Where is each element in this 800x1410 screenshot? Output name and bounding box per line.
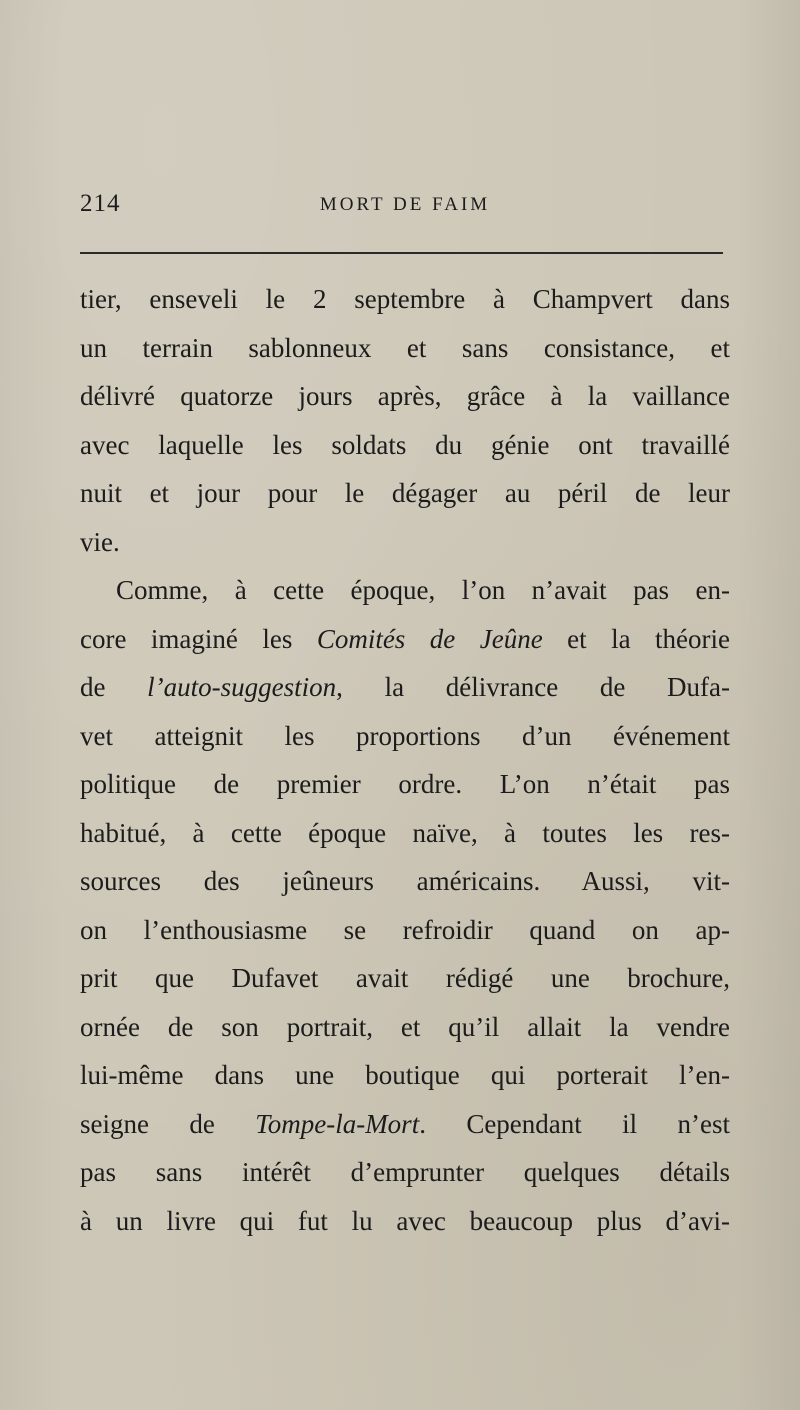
text-line [80,615,730,664]
text-line: lui-même dans une boutique qui porterait l’en- [80,1060,730,1090]
text-line: nuit et jour pour le dégager au péril de leur [80,478,730,508]
text-run: . Cependant il n’est [419,1108,730,1139]
page-header [80,190,730,240]
text-line: on l’enthousiasme se refroidir quand on ap- [80,914,730,945]
text-line: politique de premier ordre. L’on n’était pas [80,769,730,799]
body-text [80,275,730,1245]
text-line: prit que Dufavet avait rédigé une brochure, [80,963,730,993]
text-run: seigne de [80,1108,256,1139]
text-line: sources des jeûneurs américains. Aussi, vit- [80,866,730,896]
text-line: délivré quatorze jours après, grâce à la vaillance [80,381,730,411]
text-line: pas sans intérêt d’emprunter quelques détails [80,1157,730,1187]
italic-term: l’auto-suggestion [147,672,337,702]
text-line [80,1100,730,1149]
italic-name: Tompe-la-Mort [255,1108,420,1139]
text-line: vet atteignit les proportions d’un événement [80,720,730,751]
text-run: et la théorie [542,623,730,654]
italic-title: Comités de Jeûne [316,623,543,654]
header-rule [80,252,723,254]
text-line: avec laquelle les soldats du génie ont travaillé [80,429,730,460]
text-line: tier, enseveli le 2 septembre à Champvert dans [80,284,730,314]
text-line: habitué, à cette époque naïve, à toutes les res- [80,817,730,848]
page-number: 214 [80,190,121,217]
text-line: Comme, à cette époque, l’on n’avait pas en- [116,575,730,605]
text-line: un terrain sablonneux et sans consistance, et [80,332,730,363]
text-line [80,663,730,712]
text-run: core imaginé les [80,623,317,654]
text-run: , la délivrance de Dufa- [336,672,730,702]
text-line: vie. [80,526,120,557]
text-line: ornée de son portrait, et qu’il allait la vendre [80,1011,730,1042]
text-run: de [80,672,148,702]
text-line: à un livre qui fut lu avec beaucoup plus d’avi- [80,1205,730,1236]
running-title: MORT DE FAIM [319,194,491,215]
